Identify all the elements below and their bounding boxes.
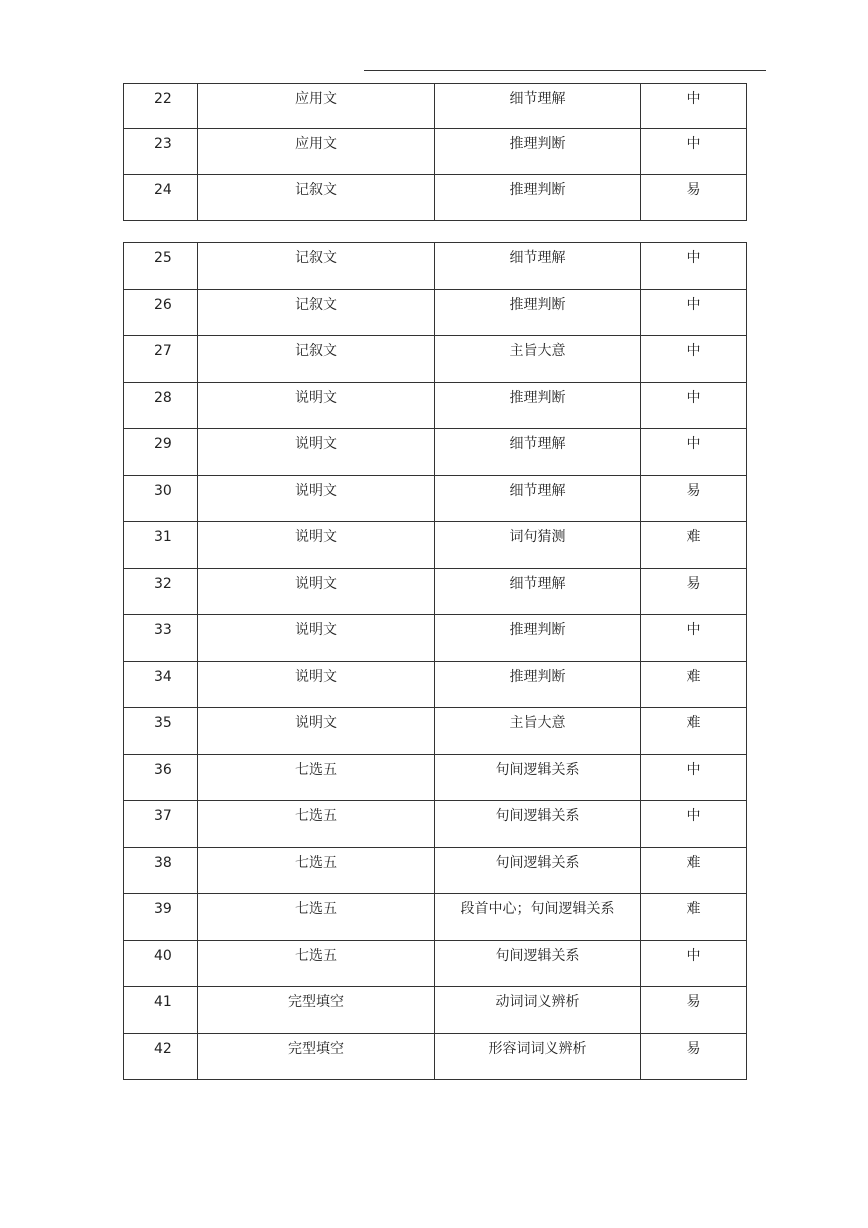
header-rule (364, 70, 766, 71)
table-row (124, 1034, 747, 1080)
table-row (124, 801, 747, 848)
difficulty-cell: 中 (641, 243, 747, 290)
table-row (124, 941, 747, 987)
question-number-cell: 31 (124, 522, 198, 569)
skill-cell: 句间逻辑关系 (435, 848, 641, 894)
passage-type-cell: 说明文 (198, 662, 435, 708)
passage-type-cell: 七选五 (198, 848, 435, 894)
question-number-cell: 27 (124, 336, 198, 383)
question-number-cell: 26 (124, 290, 198, 336)
table-row (124, 522, 747, 569)
skill-cell: 推理判断 (435, 175, 641, 221)
question-number-cell: 36 (124, 755, 198, 801)
question-number-cell: 25 (124, 243, 198, 290)
difficulty-cell: 中 (641, 290, 747, 336)
table-row (124, 615, 747, 662)
passage-type-cell: 七选五 (198, 755, 435, 801)
skill-cell: 主旨大意 (435, 336, 641, 383)
difficulty-cell: 难 (641, 848, 747, 894)
table-row (124, 429, 747, 476)
table-row (124, 129, 747, 175)
skill-cell: 细节理解 (435, 476, 641, 522)
skill-cell: 细节理解 (435, 84, 641, 129)
passage-type-cell: 说明文 (198, 569, 435, 615)
passage-type-cell: 说明文 (198, 383, 435, 429)
passage-type-cell: 记叙文 (198, 175, 435, 221)
passage-type-cell: 说明文 (198, 615, 435, 662)
passage-type-cell: 说明文 (198, 708, 435, 755)
difficulty-cell: 中 (641, 383, 747, 429)
skill-cell: 形容词词义辨析 (435, 1034, 641, 1080)
table-row (124, 662, 747, 708)
passage-type-cell: 七选五 (198, 894, 435, 941)
difficulty-cell: 中 (641, 336, 747, 383)
skill-cell: 推理判断 (435, 383, 641, 429)
question-number-cell: 30 (124, 476, 198, 522)
difficulty-cell: 难 (641, 522, 747, 569)
difficulty-cell: 易 (641, 987, 747, 1034)
skill-cell: 细节理解 (435, 429, 641, 476)
passage-type-cell: 七选五 (198, 941, 435, 987)
passage-type-cell: 记叙文 (198, 290, 435, 336)
passage-type-cell: 说明文 (198, 429, 435, 476)
question-number-cell: 37 (124, 801, 198, 848)
skill-cell: 词句猜测 (435, 522, 641, 569)
table-row (124, 476, 747, 522)
difficulty-cell: 易 (641, 1034, 747, 1080)
difficulty-cell: 难 (641, 708, 747, 755)
passage-type-cell: 完型填空 (198, 987, 435, 1034)
difficulty-cell: 中 (641, 755, 747, 801)
skill-cell: 推理判断 (435, 129, 641, 175)
skill-cell: 推理判断 (435, 290, 641, 336)
question-table-main (123, 242, 747, 1080)
table-row (124, 894, 747, 941)
skill-cell: 句间逻辑关系 (435, 801, 641, 848)
table-row (124, 84, 747, 129)
question-number-cell: 41 (124, 987, 198, 1034)
difficulty-cell: 易 (641, 175, 747, 221)
passage-type-cell: 记叙文 (198, 243, 435, 290)
passage-type-cell: 应用文 (198, 129, 435, 175)
difficulty-cell: 易 (641, 569, 747, 615)
difficulty-cell: 中 (641, 129, 747, 175)
table-row (124, 290, 747, 336)
skill-cell: 句间逻辑关系 (435, 941, 641, 987)
question-number-cell: 32 (124, 569, 198, 615)
question-number-cell: 39 (124, 894, 198, 941)
question-number-cell: 34 (124, 662, 198, 708)
skill-cell: 推理判断 (435, 662, 641, 708)
question-number-cell: 23 (124, 129, 198, 175)
table-row (124, 569, 747, 615)
difficulty-cell: 中 (641, 615, 747, 662)
table-row (124, 755, 747, 801)
table-row (124, 848, 747, 894)
difficulty-cell: 易 (641, 476, 747, 522)
passage-type-cell: 七选五 (198, 801, 435, 848)
question-number-cell: 28 (124, 383, 198, 429)
question-number-cell: 40 (124, 941, 198, 987)
difficulty-cell: 难 (641, 662, 747, 708)
passage-type-cell: 应用文 (198, 84, 435, 129)
difficulty-cell: 难 (641, 894, 747, 941)
skill-cell: 动词词义辨析 (435, 987, 641, 1034)
question-table-top (123, 83, 747, 221)
passage-type-cell: 完型填空 (198, 1034, 435, 1080)
table-row (124, 175, 747, 221)
question-number-cell: 42 (124, 1034, 198, 1080)
skill-cell: 细节理解 (435, 243, 641, 290)
difficulty-cell: 中 (641, 84, 747, 129)
question-number-cell: 33 (124, 615, 198, 662)
table-row (124, 243, 747, 290)
skill-cell: 主旨大意 (435, 708, 641, 755)
skill-cell: 细节理解 (435, 569, 641, 615)
table-row (124, 987, 747, 1034)
passage-type-cell: 说明文 (198, 522, 435, 569)
table-row (124, 708, 747, 755)
question-number-cell: 24 (124, 175, 198, 221)
question-number-cell: 38 (124, 848, 198, 894)
skill-cell: 句间逻辑关系 (435, 755, 641, 801)
difficulty-cell: 中 (641, 429, 747, 476)
passage-type-cell: 说明文 (198, 476, 435, 522)
skill-cell: 推理判断 (435, 615, 641, 662)
skill-cell: 段首中心；句间逻辑关系 (435, 894, 641, 941)
question-number-cell: 29 (124, 429, 198, 476)
table-row (124, 383, 747, 429)
difficulty-cell: 中 (641, 801, 747, 848)
question-number-cell: 35 (124, 708, 198, 755)
passage-type-cell: 记叙文 (198, 336, 435, 383)
difficulty-cell: 中 (641, 941, 747, 987)
table-row (124, 336, 747, 383)
question-number-cell: 22 (124, 84, 198, 129)
